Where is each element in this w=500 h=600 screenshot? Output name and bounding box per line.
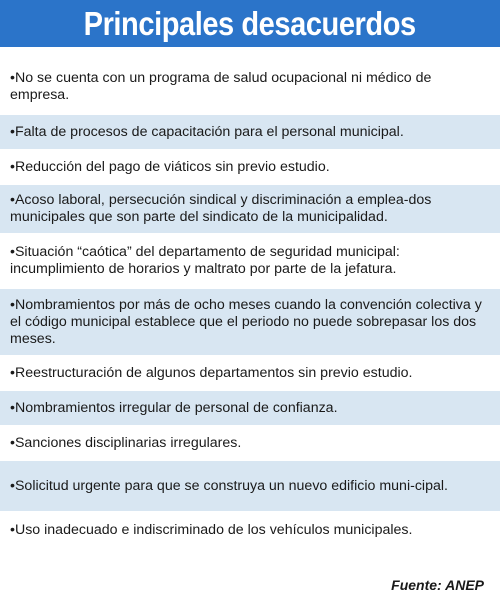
list-item-text: •Nombramientos por más de ocho meses cuando la convención colectiva y el código municipal establece que el periodo no puede sobrepasar los dos meses. [10,296,482,347]
disagreements-list [0,59,500,549]
list-item [0,511,500,549]
title-banner [0,0,500,47]
list-item [0,59,500,115]
list-item [0,185,500,233]
list-item [0,115,500,149]
list-item-text: •No se cuenta con un programa de salud ocupacional ni médico de empresa. [10,70,432,103]
list-item-text: •Reestructuración de algunos departamentos sin previo estudio. [10,364,413,381]
list-item [0,149,500,185]
list-item-text: •Falta de procesos de capacitación para el personal municipal. [10,123,404,140]
list-item [0,391,500,425]
list-item-text: •Situación “caótica” del departamento de seguridad municipal: incumplimiento de horarios y maltrato por parte de la jefatura. [10,244,400,277]
list-item-text: •Nombramientos irregular de personal de confianza. [10,399,338,416]
list-item [0,233,500,289]
list-item-text: •Acoso laboral, persecución sindical y discriminación a emplea-dos municipales que son parte del sindicato de la municipalidad. [10,192,432,225]
list-item-text: •Sanciones disciplinarias irregulares. [10,434,242,451]
list-item [0,425,500,461]
list-item [0,289,500,355]
page-title: Principales desacuerdos [83,4,417,42]
list-item [0,355,500,391]
list-item [0,461,500,511]
list-item-text: •Reducción del pago de viáticos sin previo estudio. [10,158,330,175]
list-item-text: •Solicitud urgente para que se construya un nuevo edificio muni-cipal. [10,477,448,494]
list-item-text: •Uso inadecuado e indiscriminado de los vehículos municipales. [10,521,413,538]
source-credit: Fuente: ANEP [391,577,484,593]
